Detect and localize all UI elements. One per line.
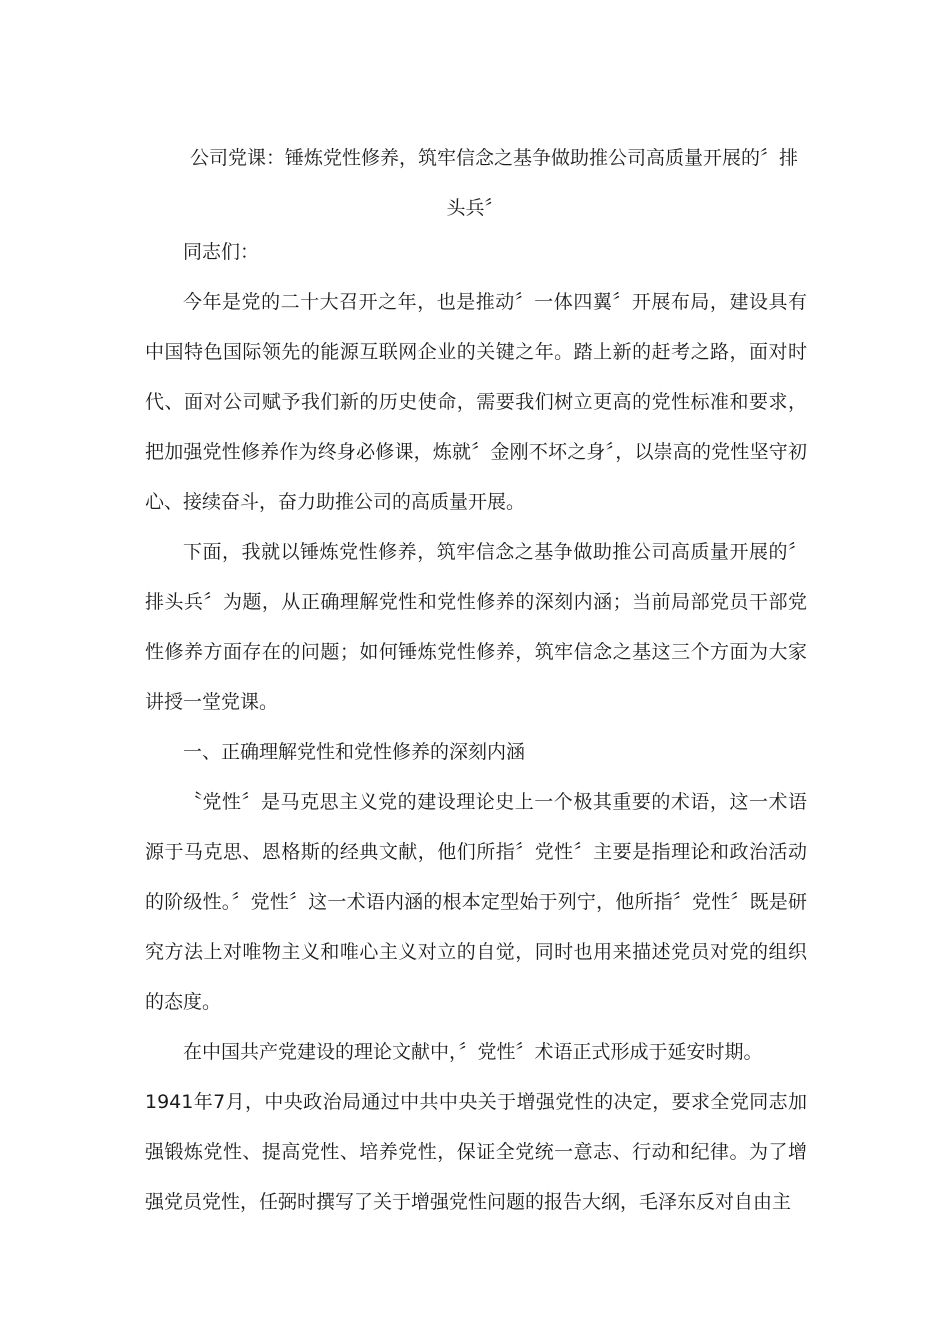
party-spirit-definition-paragraph: 〝党性〞是马克思主义党的建设理论史上一个极其重要的术语，这一术语源于马克思、恩格斯的经典文献，他们所指〞党性〞主要是指理论和政治活动的阶级性。〞党性〞这一术语内涵的根本定型始于列宁，他所指〞党性〞既是研究方法上对唯物主义和唯心主义对立的自觉，同时也用来描述党员对党的组织的态度。 xyxy=(145,791,807,1013)
document-title: 公司党课：锤炼党性修养，筑牢信念之基争做助推公司高质量开展的〞排头兵〞 xyxy=(189,147,798,219)
intro-paragraph: 今年是党的二十大召开之年，也是推动〞一体四翼〞开展布局，建设具有中国特色国际领先的能源互联网企业的关键之年。踏上新的赶考之路，面对时代、面对公司赋予我们新的历史使命，需要我们树立更高的党性标准和要求，把加强党性修养作为终身必修课，炼就〞金刚不坏之身〞，以崇高的党性坚守初心、接续奋斗，奋力助推公司的高质量开展。 xyxy=(145,291,807,513)
document-body xyxy=(145,227,807,1227)
yanan-period-paragraph: 在中国共产党建设的理论文献中，〞党性〞术语正式形成于延安时期。 xyxy=(183,1041,763,1063)
salutation-paragraph: 同志们： xyxy=(183,241,260,263)
outline-paragraph: 下面，我就以锤炼党性修养，筑牢信念之基争做助推公司高质量开展的〞排头兵〞为题，从正确理解党性和党性修养的深刻内涵；当前局部党员干部党性修养方面存在的问题；如何锤炼党性修养，筑牢信念之基这三个方面为大家讲授一堂党课。 xyxy=(145,541,807,713)
history-1941-paragraph: 1941年7月，中央政治局通过中共中央关于增强党性的决定，要求全党同志加强锻炼党性、提高党性、培养党性，保证全党统一意志、行动和纪律。为了增强党员党性，任弼时撰写了关于增强党性问题的报告大纲，毛泽东反对自由主 xyxy=(145,1091,807,1213)
section-heading: 一、正确理解党性和党性修养的深刻内涵 xyxy=(183,741,526,763)
